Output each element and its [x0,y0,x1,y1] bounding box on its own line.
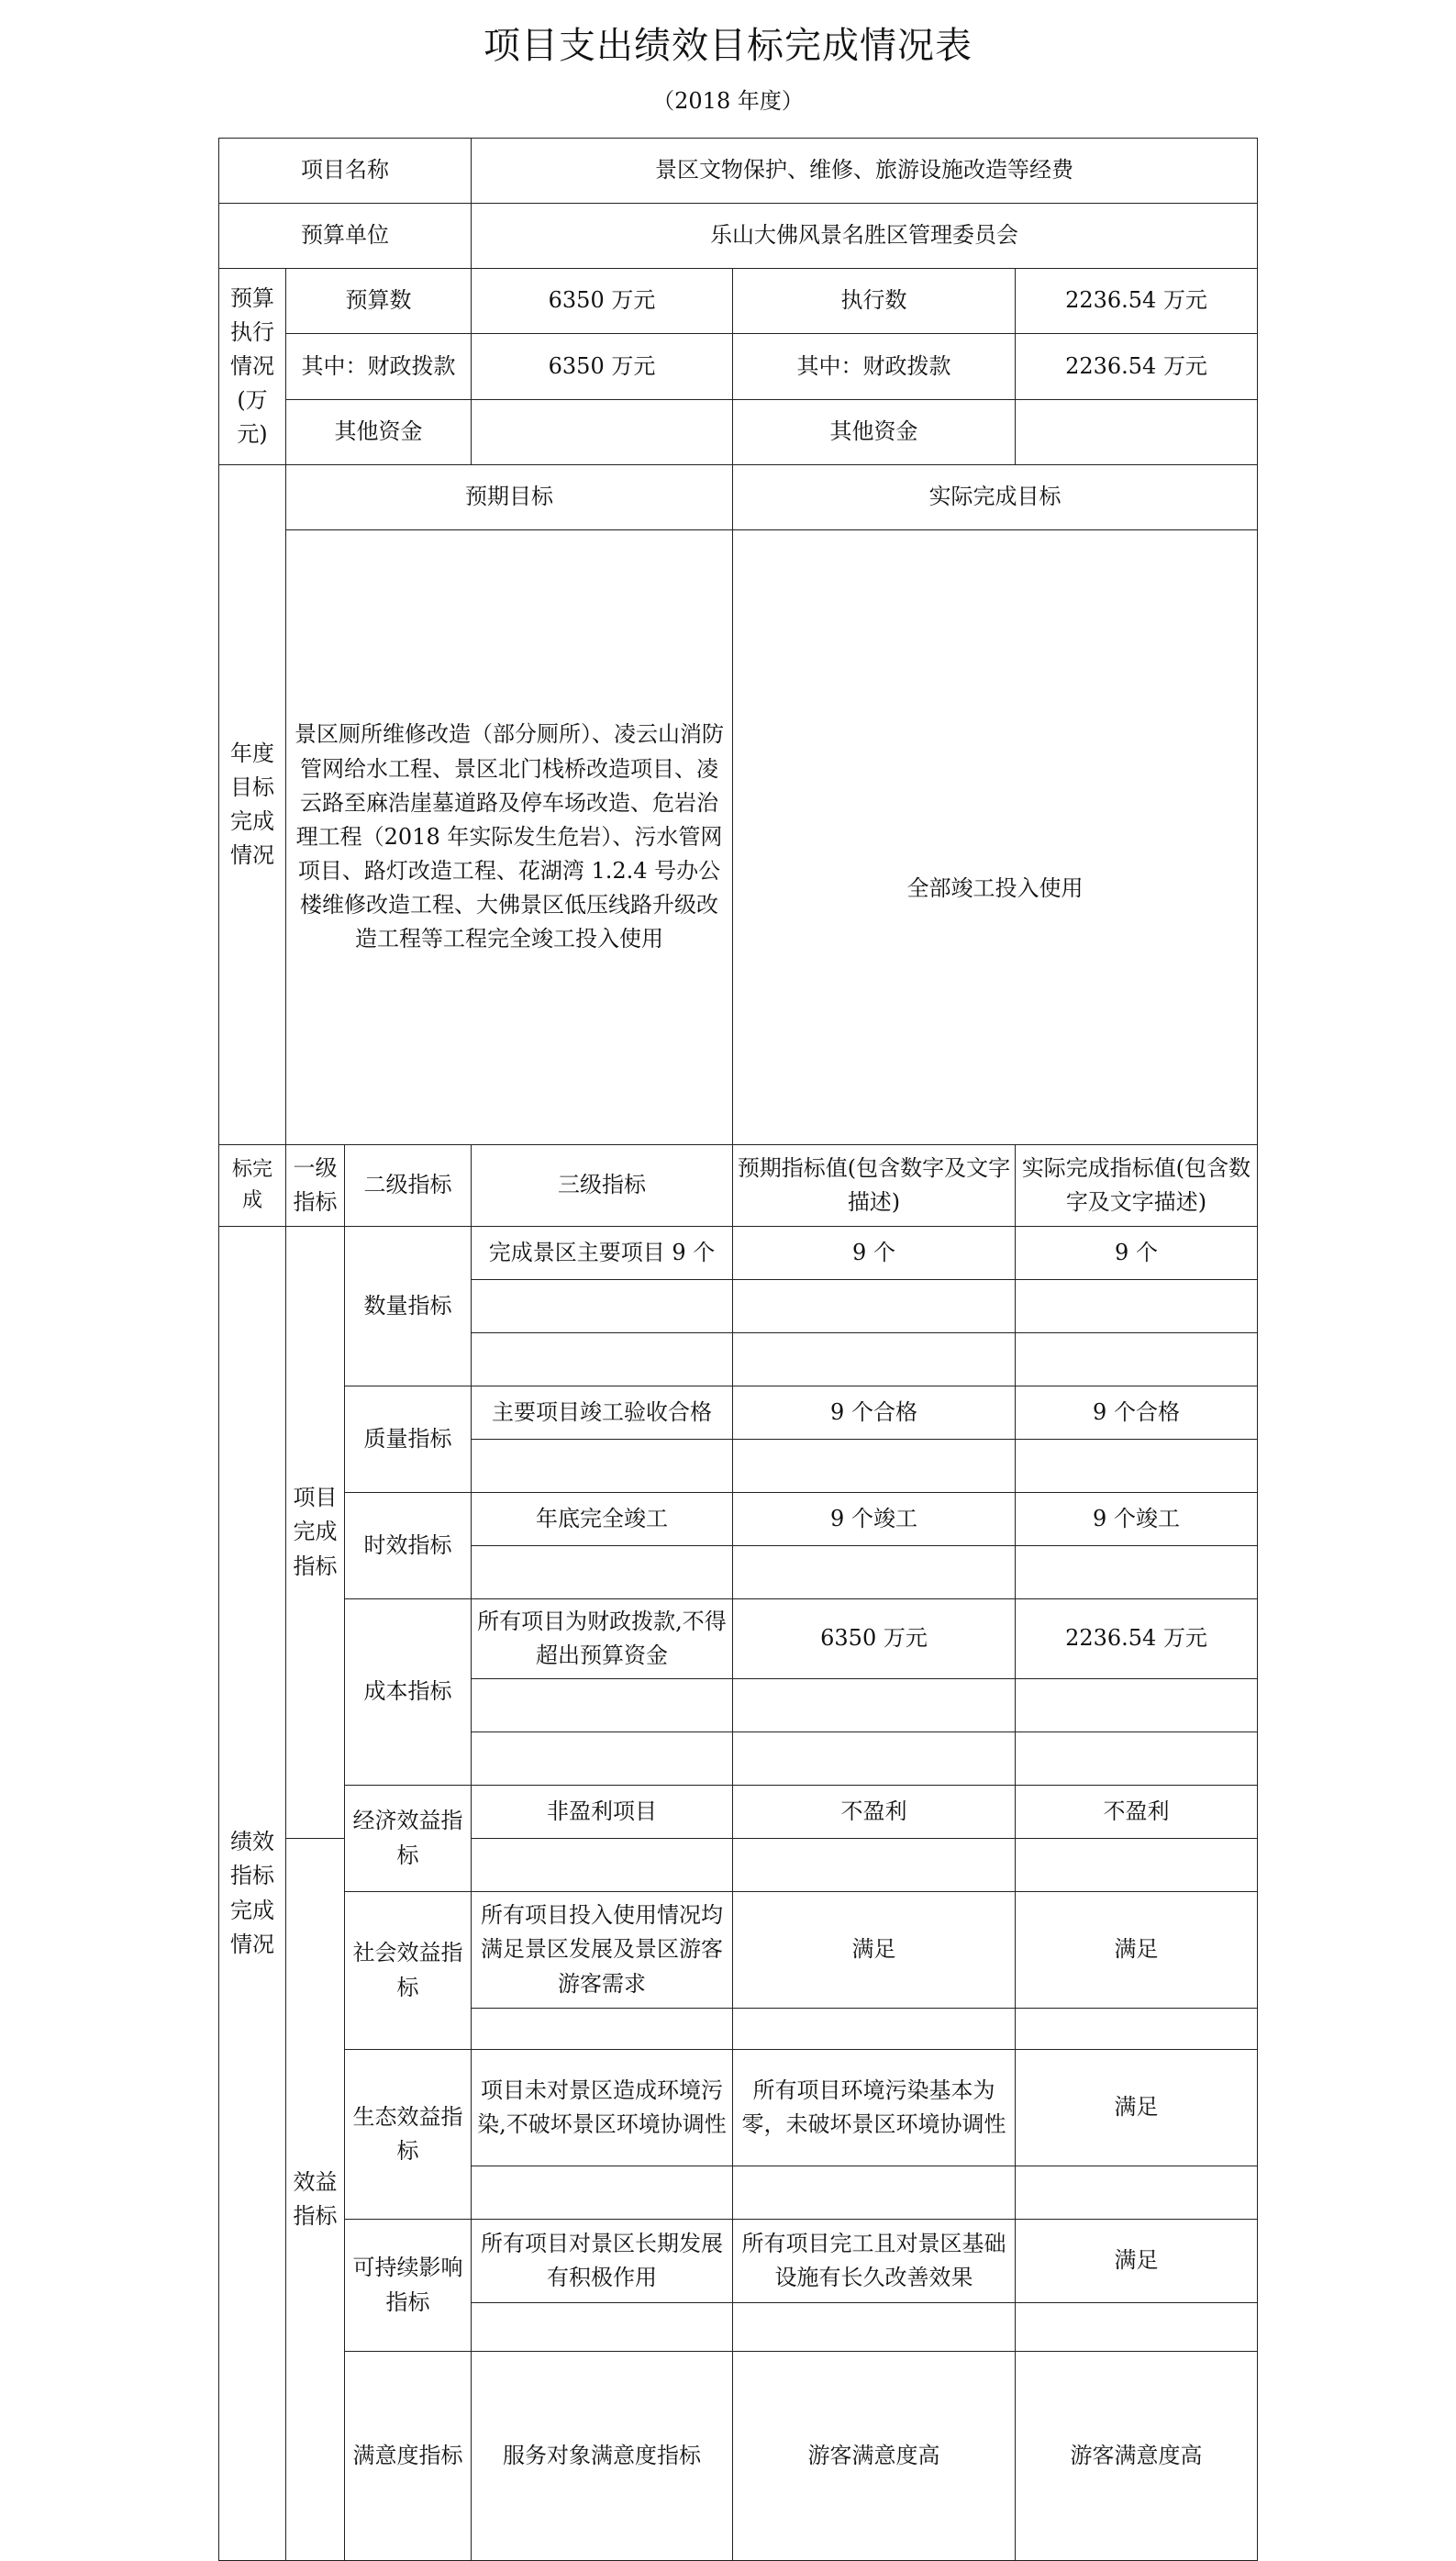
economic-expected: 不盈利 [733,1786,1016,1839]
group-output-label: 项目完成指标 [286,1227,345,1839]
indicator-section-label: 绩效指标完成情况 [219,1227,286,2561]
quantity-expected: 9 个 [733,1227,1016,1280]
ecological-label: 生态效益指标 [345,2050,472,2220]
exec-label: 执行数 [733,269,1016,334]
economic-row-1 [219,1786,1258,1839]
cost-item: 所有项目为财政拨款,不得超出预算资金 [472,1599,733,1679]
cost-expected: 6350 万元 [733,1599,1016,1679]
economic-label: 经济效益指标 [345,1786,472,1892]
satisfaction-expected: 游客满意度高 [1016,2352,1258,2561]
page-title: 项目支出绩效目标完成情况表 [483,25,973,67]
sustainable-item: 所有项目对景区长期发展有积极作用 [472,2220,733,2303]
social-actual: 满足 [1016,1892,1258,2009]
expected-target-text: 景区厕所维修改造（部分厕所）、凌云山消防管网给水工程、景区北门栈桥改造项目、凌云路至麻浩崖墓道路及停车场改造、危岩治理工程（2018 年实际发生危岩）、污水管网项目、路灯改造工程、花湖湾 1.2.4 号办公楼维修改造工程、大佛景区低压线路升级改造工程等工程完全竣工投入使用 [286,530,733,1145]
budget-unit-label: 预算单位 [219,204,472,269]
header-expected: 预期指标值(包含数字及文字描述) [733,1145,1016,1227]
timeliness-label: 时效指标 [345,1493,472,1599]
quantity-actual: 9 个 [1016,1227,1258,1280]
cost-actual: 2236.54 万元 [1016,1599,1258,1679]
fiscal-row [219,334,1258,400]
fiscal-exec-value: 2236.54 万元 [1016,334,1258,400]
economic-actual: 不盈利 [1016,1786,1258,1839]
other-budget-label: 其他资金 [286,400,472,465]
cost-label: 成本指标 [345,1599,472,1786]
header-level3: 三级指标 [472,1145,733,1227]
header-level2: 二级指标 [345,1145,472,1227]
budget-label: 预算数 [286,269,472,334]
budget-value: 6350 万元 [472,269,733,334]
indicator-header-row [219,1145,1258,1227]
quality-label: 质量指标 [345,1386,472,1493]
project-name-row [219,139,1258,204]
satisfaction-label: 服务对象满意度指标 [472,2352,733,2561]
timeliness-row-1 [219,1493,1258,1546]
economic-item: 非盈利项目 [472,1786,733,1839]
performance-table [218,138,1258,2561]
group-effect-label: 效益指标 [286,1839,345,2561]
sustainable-label: 可持续影响指标 [345,2220,472,2352]
satisfaction-item: 游客满意度高 [733,2352,1016,2561]
ecological-item: 项目未对景区造成环境污染,不破坏景区环境协调性 [472,2050,733,2166]
social-row-1 [219,1892,1258,2009]
project-name-value: 景区文物保护、维修、旅游设施改造等经费 [472,139,1258,204]
fiscal-budget-value: 6350 万元 [472,334,733,400]
other-exec-value [1016,400,1258,465]
cost-row-1 [219,1599,1258,1679]
indicator-header-clipped: 标完成 [219,1145,286,1227]
satisfaction-row [219,2352,1258,2561]
quantity-item: 完成景区主要项目 9 个 [472,1227,733,1280]
actual-target-header: 实际完成目标 [733,465,1258,530]
other-exec-label: 其他资金 [733,400,1016,465]
fiscal-exec-label: 其中：财政拨款 [733,334,1016,400]
quality-expected: 9 个合格 [733,1386,1016,1440]
quality-row-1 [219,1386,1258,1440]
ecological-actual: 满足 [1016,2050,1258,2166]
exec-value: 2236.54 万元 [1016,269,1258,334]
timeliness-actual: 9 个竣工 [1016,1493,1258,1546]
budget-unit-value: 乐山大佛风景名胜区管理委员会 [472,204,1258,269]
annual-header-row [219,465,1258,530]
header-level1: 一级指标 [286,1145,345,1227]
quality-item: 主要项目竣工验收合格 [472,1386,733,1440]
page-subtitle: （2018 年度） [652,88,804,114]
ecological-row-1 [219,2050,1258,2166]
ecological-expected: 所有项目环境污染基本为零，未破坏景区环境协调性 [733,2050,1016,2166]
budget-section-label: 预算执行情况(万元) [219,269,286,465]
sustainable-expected: 所有项目完工且对景区基础设施有长久改善效果 [733,2220,1016,2303]
sustainable-actual: 满足 [1016,2220,1258,2303]
project-name-label: 项目名称 [219,139,472,204]
header-actual: 实际完成指标值(包含数字及文字描述) [1016,1145,1258,1227]
annual-section-label: 年度目标完成情况 [219,465,286,1145]
social-expected: 满足 [733,1892,1016,2009]
social-item: 所有项目投入使用情况均满足景区发展及景区游客游客需求 [472,1892,733,2009]
timeliness-expected: 9 个竣工 [733,1493,1016,1546]
quantity-row-1 [219,1227,1258,1280]
social-label: 社会效益指标 [345,1892,472,2050]
fiscal-budget-label: 其中：财政拨款 [286,334,472,400]
other-funds-row [219,400,1258,465]
annual-content-row [219,530,1258,1145]
expected-target-header: 预期目标 [286,465,733,530]
sustainable-row-1 [219,2220,1258,2303]
quantity-label: 数量指标 [345,1227,472,1386]
timeliness-item: 年底完全竣工 [472,1493,733,1546]
budget-unit-row [219,204,1258,269]
quality-actual: 9 个合格 [1016,1386,1258,1440]
other-budget-value [472,400,733,465]
actual-target-text: 全部竣工投入使用 [733,530,1258,1145]
budget-row [219,269,1258,334]
group-satisfaction-label: 满意度指标 [345,2352,472,2561]
